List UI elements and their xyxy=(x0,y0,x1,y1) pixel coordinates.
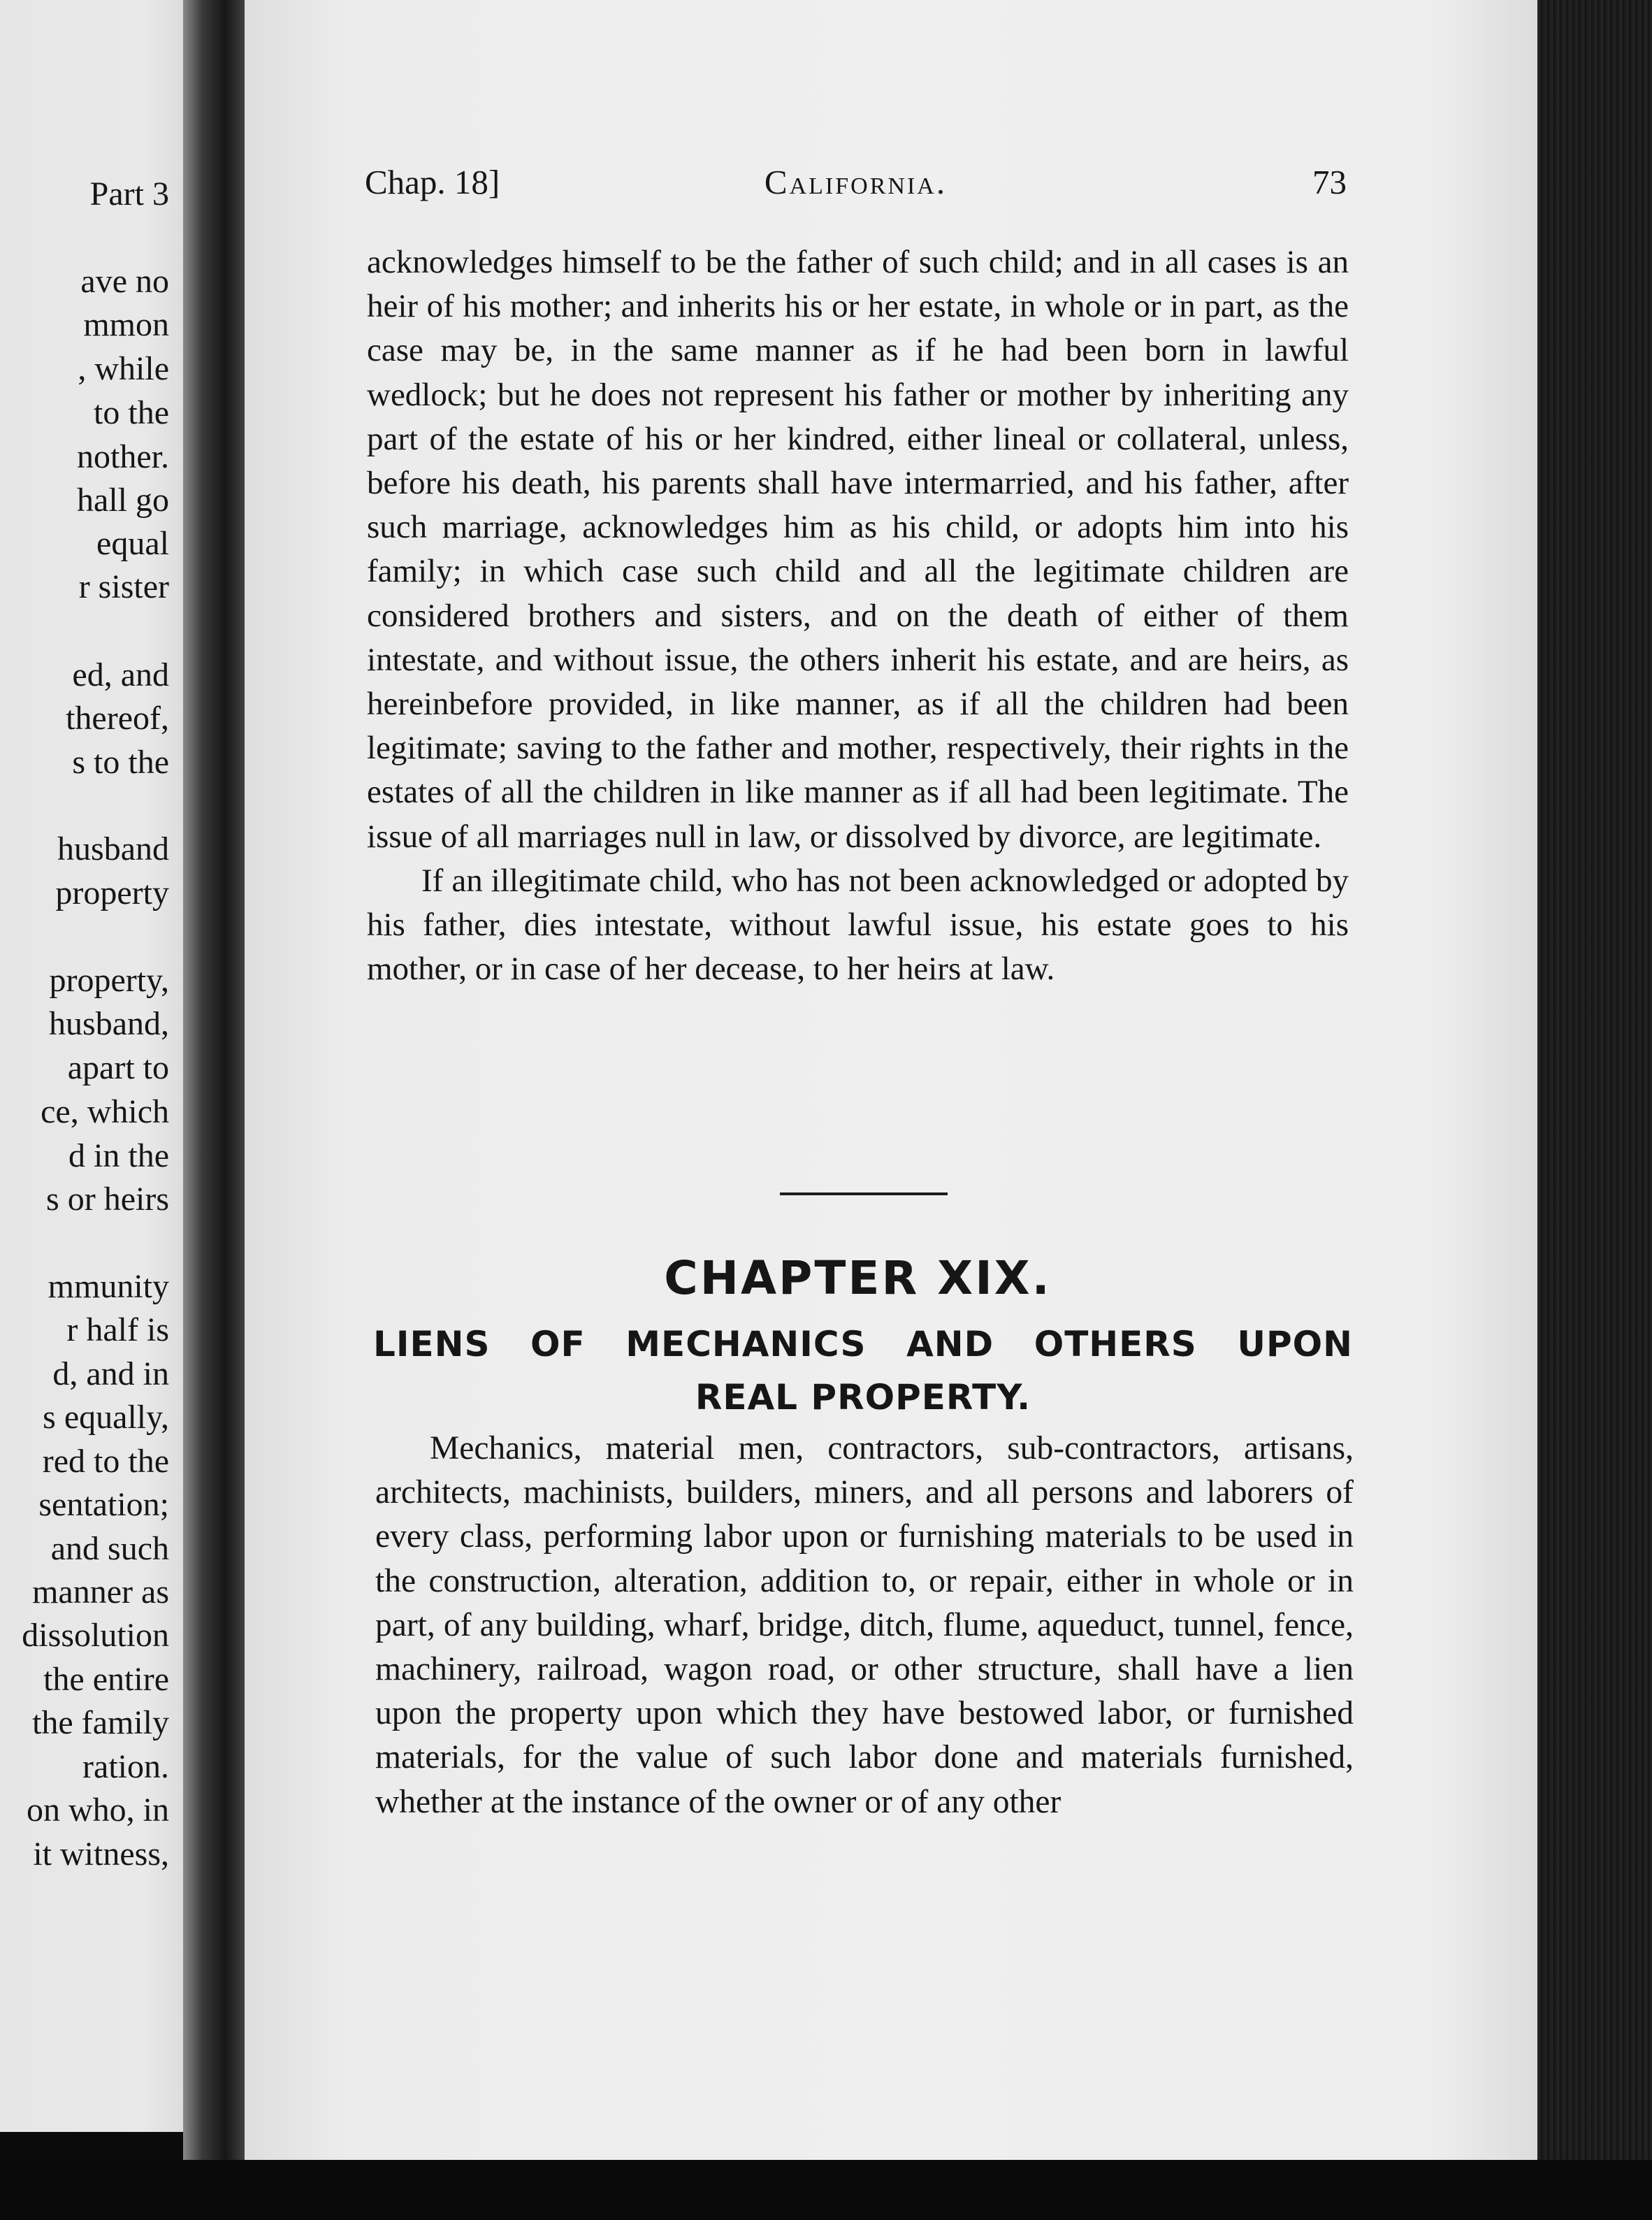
left-page-line: r sister xyxy=(78,568,169,605)
left-page-line: the entire xyxy=(43,1661,169,1698)
left-page-line: and such xyxy=(50,1530,169,1567)
subheading-word: MECHANICS xyxy=(625,1324,867,1364)
left-page-line: s to the xyxy=(72,744,169,781)
running-head-title: California. xyxy=(764,163,948,201)
bottom-shadow xyxy=(0,2160,1652,2220)
subheading-word: UPON xyxy=(1237,1324,1353,1364)
left-page-line: ce, which xyxy=(41,1093,169,1130)
subheading-word: LIENS xyxy=(373,1324,491,1364)
chapter-18-text xyxy=(367,240,1349,991)
left-page-line: property, xyxy=(49,962,169,999)
left-page-line: property xyxy=(55,874,169,911)
left-page-line: on who, in xyxy=(27,1792,169,1829)
chapter-19-text xyxy=(375,1427,1354,1824)
left-page-line: ration. xyxy=(82,1748,169,1785)
left-page-line: apart to xyxy=(67,1049,169,1086)
left-page-line: hall go xyxy=(77,482,169,519)
left-page-line: mmon xyxy=(83,306,169,343)
running-head xyxy=(365,162,1347,211)
left-page-line: r half is xyxy=(66,1311,169,1348)
left-page-line: equal xyxy=(96,525,169,562)
left-page-line: , while xyxy=(78,350,169,387)
left-page-line: ed, and xyxy=(72,656,169,693)
subheading-word: AND xyxy=(906,1324,994,1364)
left-facing-page xyxy=(0,0,203,2132)
left-page-line: red to the xyxy=(42,1443,169,1480)
paragraph: acknowledges himself to be the father of such child; and in all cases is an heir of his mother; and inherits his or her estate, in whole or in part, as the case may be, in the same manner as if he had been born in lawful wedlock; but he does not represent his father or mother by inheriting any part of the estate of his or her kindred, either lineal or collateral, unless, before his death, his parents shall have intermarried, and his father, after such marriage, acknowledges him as his child, or adopts him into his family; in which case such child and all the legitimate children are considered brothers and sisters, and on the death of either of them intestate, and without issue, the others inherit his estate, and are heirs, as hereinbefore provided, in like manner, as if all the children had been legitimate; saving to the father and mother, respectively, their rights in the estates of all the children in like manner as if all had been legitimate. The issue of all marriages null in law, or dissolved by divorce, are legitimate. xyxy=(367,244,1349,855)
chapter-subheading-line xyxy=(373,1318,1353,1371)
chapter-heading: CHAPTER XIX. xyxy=(664,1251,1052,1305)
running-head-chapter: Chap. 18] xyxy=(365,163,500,201)
left-page-line: it witness, xyxy=(33,1836,169,1873)
subheading-word: OF xyxy=(530,1324,586,1364)
left-page-line: to the xyxy=(94,394,169,431)
left-page-line: husband xyxy=(57,830,169,867)
left-page-line: mmunity xyxy=(48,1268,169,1305)
left-page-line: the family xyxy=(32,1704,169,1741)
left-page-line: s or heirs xyxy=(46,1181,169,1218)
page-number: 73 xyxy=(1312,163,1347,201)
left-page-line: husband, xyxy=(49,1005,169,1042)
left-page-line: s equally, xyxy=(43,1399,169,1436)
paragraph: If an illegitimate child, who has not been acknowledged or adopted by his father, dies intestate, without lawful issue, his estate goes to his mother, or in case of her decease, to her heirs at law. xyxy=(367,862,1349,988)
book-page-edges xyxy=(1537,0,1652,2220)
chapter-subheading-line: REAL PROPERTY. xyxy=(695,1377,1031,1418)
section-divider-rule xyxy=(780,1192,948,1195)
paragraph: Mechanics, material men, contractors, sub-contractors, artisans, architects, machinists, builders, miners, and all persons and laborers of every class, performing labor upon or furnishing materials to be used in the construction, alteration, addition to, or repair, either in whole or in part, of any building, wharf, bridge, ditch, flume, aqueduct, tunnel, fence, machinery, railroad, wagon road, or other structure, shall have a lien upon the property upon which they have bestowed labor, or furnished materials, for the value of such labor done and materials furnished, whether at the instance of the owner or of any other xyxy=(375,1430,1354,1820)
left-page-line: dissolution xyxy=(22,1617,169,1654)
left-page-line: d, and in xyxy=(52,1355,169,1392)
left-page-line: ave no xyxy=(80,263,169,300)
left-running-head: Part 3 xyxy=(89,175,169,212)
subheading-word: OTHERS xyxy=(1034,1324,1197,1364)
left-page-line: manner as xyxy=(32,1573,169,1610)
chapter-subheading xyxy=(373,1318,1353,1424)
left-page-line: sentation; xyxy=(38,1486,169,1523)
left-page-line: nother. xyxy=(77,438,169,475)
left-page-line: d in the xyxy=(68,1137,169,1174)
left-page-line: thereof, xyxy=(66,700,169,737)
